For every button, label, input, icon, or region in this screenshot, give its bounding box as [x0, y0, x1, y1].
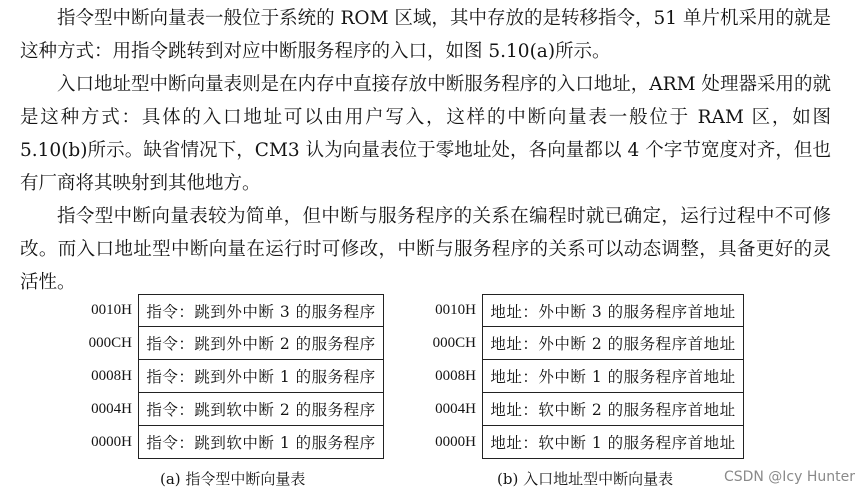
vector-address: 0004H	[91, 401, 132, 417]
vector-entry: 地址：软中断 1 的服务程序首地址	[482, 426, 744, 459]
table-row	[88, 360, 384, 393]
table-row	[432, 393, 744, 426]
vector-address: 0008H	[435, 368, 476, 384]
vector-address: 0008H	[91, 368, 132, 384]
table-row	[88, 393, 384, 426]
table-row	[432, 426, 744, 459]
vector-address: 000CH	[88, 335, 132, 351]
vector-entry: 地址：外中断 1 的服务程序首地址	[482, 360, 744, 393]
vector-entry: 指令：跳到软中断 2 的服务程序	[138, 393, 384, 426]
vector-entry: 地址：软中断 2 的服务程序首地址	[482, 393, 744, 426]
table-row	[432, 294, 744, 327]
table-row	[432, 327, 744, 360]
paragraph-entry-address-type: 入口地址型中断向量表则是在内存中直接存放中断服务程序的入口地址，ARM 处理器采用的就是这种方式：具体的入口地址可以由用户写入，这样的中断向量表一般位于 RAM 区，如图 5.10(b)所示。缺省情况下，CM3 认为向量表位于零地址处，各向量都以 4 个字节宽度对齐，但也有厂商将其映射到其他地方。	[20, 74, 831, 194]
table-row	[88, 426, 384, 459]
vector-entry: 指令：跳到外中断 2 的服务程序	[138, 327, 384, 360]
paragraph-instruction-type: 指令型中断向量表一般位于系统的 ROM 区域，其中存放的是转移指令，51 单片机采用的就是这种方式：用指令跳转到对应中断服务程序的入口，如图 5.10(a)所示。	[20, 8, 831, 62]
watermark: CSDN @Icy Hunter	[723, 469, 855, 485]
vector-entry: 指令：跳到外中断 3 的服务程序	[138, 294, 384, 327]
vector-entry: 地址：外中断 2 的服务程序首地址	[482, 327, 744, 360]
vector-address: 0000H	[435, 434, 476, 450]
figure-caption-a: (a) 指令型中断向量表	[160, 470, 306, 488]
vector-address: 0004H	[435, 401, 476, 417]
vector-address: 0000H	[91, 434, 132, 450]
table-row	[88, 327, 384, 360]
vector-table-instruction-type	[88, 294, 384, 459]
table-row	[88, 294, 384, 327]
vector-entry: 地址：外中断 3 的服务程序首地址	[482, 294, 744, 327]
figure-caption-b: (b) 入口地址型中断向量表	[497, 470, 674, 488]
vector-table-entry-address-type	[432, 294, 744, 459]
table-row	[432, 360, 744, 393]
vector-address: 000CH	[432, 335, 476, 351]
vector-address: 0010H	[435, 302, 476, 318]
vector-entry: 指令：跳到软中断 1 的服务程序	[138, 426, 384, 459]
vector-address: 0010H	[91, 302, 132, 318]
paragraph-comparison: 指令型中断向量表较为简单，但中断与服务程序的关系在编程时就已确定，运行过程中不可修改。而入口地址型中断向量在运行时可修改，中断与服务程序的关系可以动态调整，具备更好的灵活性。	[20, 206, 831, 293]
vector-entry: 指令：跳到外中断 1 的服务程序	[138, 360, 384, 393]
